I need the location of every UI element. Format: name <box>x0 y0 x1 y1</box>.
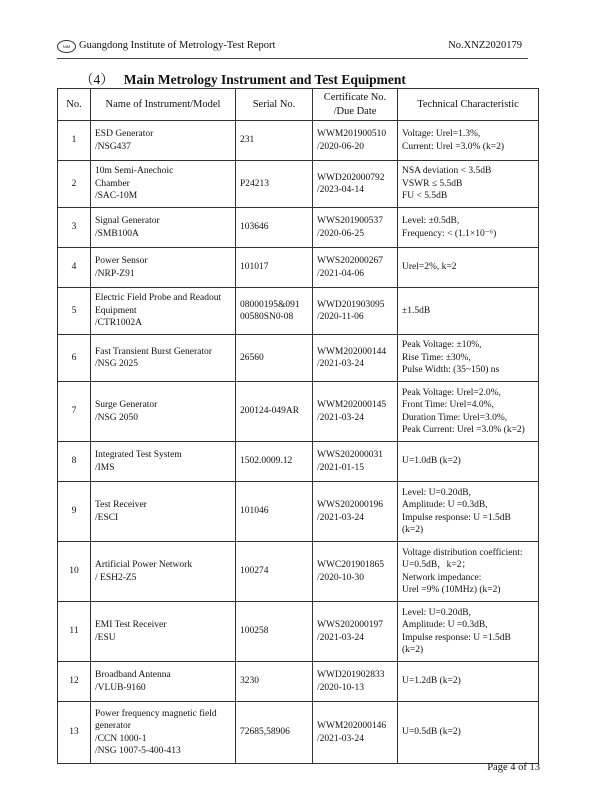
header-cert-line: /Due Date <box>333 105 377 117</box>
cell-no: 8 <box>58 442 91 482</box>
cell-serial <box>236 702 313 764</box>
tech-line: Urel =9% (10MHz) (k=2) <box>402 584 501 595</box>
name-line: Equipment <box>95 305 137 316</box>
name-line: Power Sensor <box>95 256 148 267</box>
tech-line: Impulse response: U =1.5dB <box>402 632 511 643</box>
table-row <box>58 382 539 442</box>
cell-name <box>91 482 236 542</box>
table-row <box>58 288 539 335</box>
cell-no: 13 <box>58 702 91 764</box>
cert-line: /2020-10-30 <box>317 572 364 583</box>
cert-line: WWD201903095 <box>317 299 385 310</box>
cell-tech <box>398 335 539 382</box>
name-line: Signal Generator <box>95 216 160 227</box>
name-line: /NSG 2025 <box>95 359 139 369</box>
cert-line: /2020-11-06 <box>317 312 364 322</box>
table-row <box>58 442 539 482</box>
tech-line: FU < 5.5dB <box>402 191 448 202</box>
section-title-text: Main Metrology Instrument and Test Equipment <box>123 72 406 87</box>
cell-no: 11 <box>58 602 91 662</box>
cell-no: 6 <box>58 335 91 382</box>
name-line: /CCN 1000-1 <box>95 733 147 744</box>
header-tech: Technical Characteristic <box>398 89 539 121</box>
cert-line: WWM202000145 <box>317 400 387 411</box>
tech-line: U=0.5dB (k=2) <box>402 727 461 738</box>
serial-line: 100274 <box>240 566 269 577</box>
serial-line: 101017 <box>240 262 269 273</box>
cell-cert <box>313 662 398 702</box>
page-number: Page 4 of 13 <box>487 762 540 773</box>
header-name: Name of Instrument/Model <box>91 89 236 121</box>
institute-logo: NIM <box>57 40 76 53</box>
tech-line: Level: U=0.20dB, <box>402 607 471 618</box>
cell-serial <box>236 208 313 248</box>
cell-cert <box>313 482 398 542</box>
name-line: Electric Field Probe and Readout <box>95 293 222 304</box>
cert-line: /2021-01-15 <box>317 462 364 473</box>
cert-line: WWD201902833 <box>317 670 385 681</box>
cell-no: 7 <box>58 382 91 442</box>
cell-tech <box>398 662 539 702</box>
tech-line: Level: U=0.20dB, <box>402 487 471 498</box>
name-line: /NSG 2050 <box>95 412 139 423</box>
name-line: /SMB100A <box>95 228 139 239</box>
tech-line: Network impedance: <box>402 572 482 583</box>
table-row <box>58 161 539 208</box>
tech-line: Peak Current: Urel =3.0% (k=2) <box>402 424 525 435</box>
table-row <box>58 542 539 602</box>
cell-tech <box>398 602 539 662</box>
cell-serial <box>236 482 313 542</box>
name-line: Artificial Power Network <box>95 560 193 571</box>
serial-line: P24213 <box>240 178 270 189</box>
cell-no: 4 <box>58 248 91 288</box>
cell-name <box>91 335 236 382</box>
tech-line: Duration Time: Urel=3.0%, <box>402 412 508 423</box>
tech-line: Front Time: Urel=4.0%, <box>402 400 494 411</box>
cell-serial <box>236 335 313 382</box>
cell-tech <box>398 288 539 335</box>
cert-line: /2021-03-24 <box>317 412 364 423</box>
cell-serial <box>236 288 313 335</box>
table-row <box>58 335 539 382</box>
name-line: /SAC-10M <box>95 191 138 202</box>
tech-line: Amplitude: U =0.3dB, <box>402 500 488 511</box>
header-no: No. <box>58 89 91 121</box>
cell-cert <box>313 161 398 208</box>
table-row <box>58 121 539 161</box>
table-row <box>58 482 539 542</box>
name-line: /NSG437 <box>95 141 131 152</box>
cert-line: /2020-06-25 <box>317 228 364 239</box>
name-line: /ESCI <box>95 512 119 523</box>
cert-line: WWM202000146 <box>317 721 387 732</box>
name-line: Integrated Test System <box>95 450 182 461</box>
cell-name <box>91 442 236 482</box>
header-serial: Serial No. <box>236 89 313 121</box>
cell-no: 10 <box>58 542 91 602</box>
name-line: Power frequency magnetic field <box>95 708 217 719</box>
cell-name <box>91 208 236 248</box>
tech-line: (k=2) <box>402 644 424 655</box>
cert-line: /2021-04-06 <box>317 268 364 279</box>
report-number: No.XNZ2020179 <box>448 40 522 51</box>
name-line: 10m Semi-Anechoic <box>95 166 174 177</box>
serial-line: 100258 <box>240 626 269 637</box>
name-line: EMI Test Receiver <box>95 620 167 631</box>
cell-name <box>91 382 236 442</box>
table-header-row <box>58 89 539 121</box>
tech-line: Peak Voltage: Urel=2.0%, <box>402 387 501 398</box>
header-cert-line: Certificate No. <box>323 91 387 103</box>
name-line: generator <box>95 721 131 732</box>
tech-line: ±1.5dB <box>402 305 431 316</box>
section-title <box>80 68 406 88</box>
cell-name <box>91 248 236 288</box>
cell-serial <box>236 662 313 702</box>
cert-line: WWM202000144 <box>317 346 387 357</box>
tech-line: Voltage distribution coefficient: <box>402 547 523 558</box>
name-line: Fast Transient Burst Generator <box>95 346 212 357</box>
cell-name <box>91 662 236 702</box>
cell-serial <box>236 542 313 602</box>
name-line: /IMS <box>95 462 115 473</box>
serial-line: 08000195&091 <box>240 299 300 310</box>
cell-name <box>91 121 236 161</box>
table-row <box>58 208 539 248</box>
cert-line: WWD202000792 <box>317 172 385 183</box>
cell-serial <box>236 248 313 288</box>
tech-line: U=0.5dB，k=2； <box>402 560 472 571</box>
cell-name <box>91 702 236 764</box>
cell-tech <box>398 208 539 248</box>
tech-line: (k=2) <box>402 524 424 535</box>
tech-line: Amplitude: U =0.3dB, <box>402 620 488 631</box>
cert-line: WWC201901865 <box>317 560 385 571</box>
table-row <box>58 702 539 764</box>
cell-cert <box>313 248 398 288</box>
tech-line: U=1.0dB (k=2) <box>402 456 461 467</box>
page-header <box>57 38 528 59</box>
tech-line: Frequency: < (1.1×10⁻⁶) <box>402 228 497 239</box>
tech-line: VSWR ≤ 5.5dB <box>402 178 463 189</box>
cell-name <box>91 602 236 662</box>
cell-name <box>91 288 236 335</box>
name-line: / ESH2-Z5 <box>95 572 137 583</box>
name-line: Test Receiver <box>95 500 147 511</box>
section-number: （4） <box>80 72 114 87</box>
cell-no: 3 <box>58 208 91 248</box>
serial-line: 00580SN0-08 <box>240 312 294 322</box>
cell-no: 1 <box>58 121 91 161</box>
name-line: /CTR1002A <box>95 318 142 329</box>
serial-line: 3230 <box>240 676 259 687</box>
cell-name <box>91 542 236 602</box>
cell-serial <box>236 161 313 208</box>
cell-tech <box>398 121 539 161</box>
name-line: /NSG 1007-5-400-413 <box>95 745 181 756</box>
serial-line: 72685,58906 <box>240 727 290 738</box>
serial-line: 101046 <box>240 506 269 517</box>
cell-serial <box>236 442 313 482</box>
cell-cert <box>313 382 398 442</box>
cert-line: WWS202000196 <box>317 500 383 511</box>
table-row <box>58 602 539 662</box>
cell-no: 9 <box>58 482 91 542</box>
cell-serial <box>236 382 313 442</box>
serial-line: 231 <box>240 135 255 146</box>
cert-line: WWS202000197 <box>317 620 383 631</box>
serial-line: 26560 <box>240 352 264 363</box>
serial-line: 103646 <box>240 222 269 233</box>
cell-cert <box>313 335 398 382</box>
tech-line: Impulse response: U =1.5dB <box>402 512 511 523</box>
tech-line: Level: ±0.5dB, <box>402 216 460 227</box>
cell-cert <box>313 288 398 335</box>
organization-name: Guangdong Institute of Metrology-Test Report <box>79 40 276 51</box>
cert-line: /2021-03-24 <box>317 632 364 643</box>
cert-line: /2020-10-13 <box>317 682 364 693</box>
tech-line: Urel=2%, k=2 <box>402 262 457 273</box>
cert-line: WWS202000267 <box>317 256 383 267</box>
cert-line: /2023-04-14 <box>317 185 364 195</box>
cell-tech <box>398 542 539 602</box>
name-line: /ESU <box>95 632 116 643</box>
cell-tech <box>398 248 539 288</box>
cell-name <box>91 161 236 208</box>
cert-line: /2020-06-20 <box>317 141 364 152</box>
tech-line: Peak Voltage: ±10%, <box>402 340 482 351</box>
table-row <box>58 248 539 288</box>
tech-line: Voltage: Urel=1.3%, <box>402 129 481 140</box>
cell-tech <box>398 161 539 208</box>
cell-cert <box>313 121 398 161</box>
tech-line: NSA deviation < 3.5dB <box>402 166 492 177</box>
cell-cert <box>313 442 398 482</box>
table-row <box>58 662 539 702</box>
cert-line: WWS201900537 <box>317 216 383 227</box>
equipment-table <box>57 88 539 764</box>
tech-line: Pulse Width: (35~150) ns <box>402 365 500 376</box>
name-line: Broadband Antenna <box>95 670 171 681</box>
cell-cert <box>313 602 398 662</box>
cell-no: 5 <box>58 288 91 335</box>
cell-no: 2 <box>58 161 91 208</box>
tech-line: U=1.2dB (k=2) <box>402 676 461 687</box>
cell-serial <box>236 602 313 662</box>
cert-line: WWM201900510 <box>317 129 387 140</box>
name-line: ESD Generator <box>95 129 154 140</box>
cell-cert <box>313 702 398 764</box>
cell-serial <box>236 121 313 161</box>
tech-line: Rise Time: ±30%, <box>402 352 471 363</box>
name-line: Surge Generator <box>95 400 158 411</box>
header-cert <box>313 89 398 121</box>
name-line: /VLUB-9160 <box>95 682 146 693</box>
cell-tech <box>398 382 539 442</box>
cell-tech <box>398 442 539 482</box>
serial-line: 200124-049AR <box>240 406 300 417</box>
cell-tech <box>398 702 539 764</box>
cert-line: WWS202000031 <box>317 450 383 461</box>
cell-cert <box>313 208 398 248</box>
serial-line: 1502.0009.12 <box>240 456 293 467</box>
cert-line: /2021-03-24 <box>317 359 364 369</box>
name-line: Chamber <box>95 178 130 189</box>
cell-no: 12 <box>58 662 91 702</box>
cert-line: /2021-03-24 <box>317 733 364 744</box>
cert-line: /2021-03-24 <box>317 512 364 523</box>
tech-line: Current: Urel =3.0% (k=2) <box>402 141 504 152</box>
cell-tech <box>398 482 539 542</box>
cell-cert <box>313 542 398 602</box>
name-line: /NRP-Z91 <box>95 268 135 279</box>
